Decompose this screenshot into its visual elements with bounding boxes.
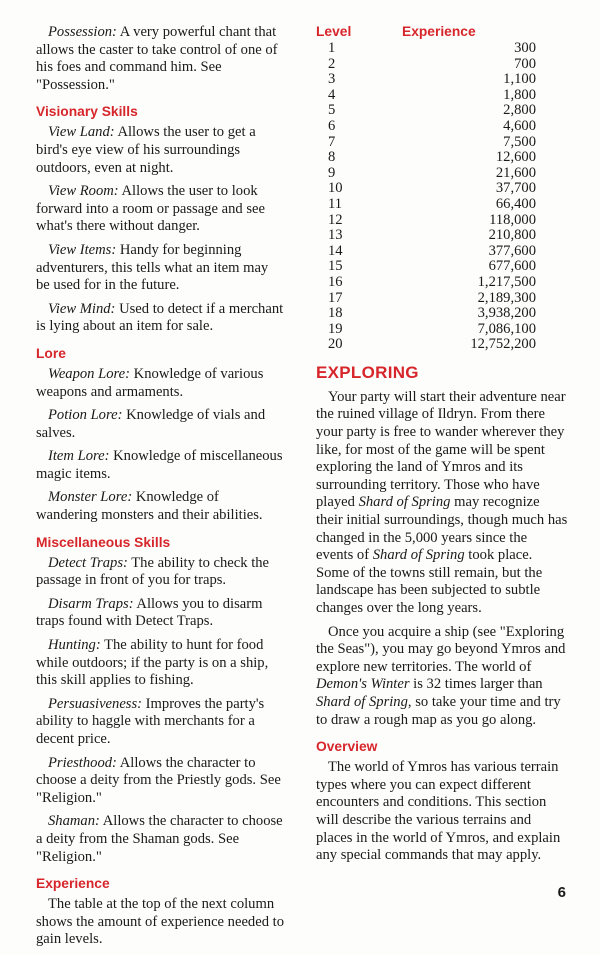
level-cell: 18 [328,305,343,322]
table-row [316,291,566,307]
misc-skills-heading: Miscellaneous Skills [36,534,171,550]
level-cell: 13 [328,227,343,244]
level-cell: 8 [328,149,336,166]
table-row [316,135,566,151]
experience-cell: 1,100 [503,71,536,88]
level-cell: 1 [328,40,336,56]
table-row [316,57,566,73]
page-number: 6 [557,884,566,901]
experience-cell: 118,000 [489,211,536,228]
level-cell: 19 [328,320,343,337]
table-row [316,322,566,338]
shaman-entry: Shaman: Allows the character to choose a deity from the Shaman gods. See "Religion." [36,813,283,865]
experience-cell: 21,600 [495,164,536,181]
table-row [316,181,566,197]
visionary-skills-heading: Visionary Skills [36,104,138,120]
right-column [316,24,568,871]
experience-cell: 37,700 [495,180,536,197]
exploring-paragraph-1: Your party will start their adventure near the ruined village of Ildryn. From there your party is free to wander wherever they like, for most of the game will be spent exploring the land of Ymros and its surrounding territory. Those who have played Shard of Spring may recognize their initial surroundings, though much has changed in the 5,000 years since the events of Shard of Spring took place. Some of the towns still remain, but the landscape has been subjected to subtle changes over the long years. [316,388,568,616]
experience-table-header [316,24,566,41]
experience-cell: 12,600 [495,149,536,166]
level-cell: 11 [328,195,343,212]
experience-text: The table at the top of the next column shows the amount of experience needed to gain levels. [36,896,285,948]
table-row [316,88,566,104]
view-land-entry: View Land: Allows the user to get a bird's eye view of his surroundings outdoors, even at night. [36,124,256,176]
level-cell: 3 [328,71,336,88]
overview-text: The world of Ymros has various terrain types where you can expect different encounters and conditions. This section will describe the various terrains and places in the world of Ymros, and explain any special commands that may apply. [316,759,561,864]
level-cell: 7 [328,133,336,150]
table-row [316,213,566,229]
experience-cell: 1,217,500 [477,273,536,290]
table-row [316,275,566,291]
detect-traps-entry: Detect Traps: The ability to check the passage in front of you for traps. [36,554,270,589]
experience-cell: 1,800 [503,86,536,103]
level-cell: 6 [328,117,336,134]
experience-cell: 66,400 [495,195,536,212]
exploring-heading: EXPLORING [316,362,419,382]
experience-cell: 300 [514,40,536,56]
monster-lore-entry: Monster Lore: Knowledge of wandering monsters and their abilities. [36,489,263,524]
table-row [316,244,566,260]
level-cell: 20 [328,336,343,353]
view-room-entry: View Room: Allows the user to look forward into a room or passage and see what's there without danger. [36,183,265,235]
item-lore-entry: Item Lore: Knowledge of miscellaneous magic items. [36,448,283,482]
level-cell: 9 [328,164,336,181]
level-cell: 10 [328,180,343,197]
table-row [316,197,566,213]
table-row [316,103,566,119]
experience-cell: 700 [514,55,536,72]
experience-cell: 7,086,100 [477,320,536,337]
table-row [316,228,566,244]
level-cell: 2 [328,55,336,72]
experience-cell: 7,500 [503,133,536,150]
experience-column-header: Experience [402,24,476,39]
disarm-traps-entry: Disarm Traps: Allows you to disarm traps found with Detect Traps. [36,595,263,630]
table-row [316,72,566,88]
table-row [316,41,566,57]
lore-heading: Lore [36,345,66,361]
level-column-header: Level [316,24,352,39]
experience-cell: 377,600 [488,242,536,259]
level-cell: 5 [328,102,336,119]
hunting-entry: Hunting: The ability to hunt for food while outdoors; if the party is on a ship, this skill applies to fishing. [36,637,269,689]
persuasiveness-entry: Persuasiveness: Improves the party's ability to haggle with merchants for a decent price. [36,695,265,747]
table-row [316,166,566,182]
experience-cell: 12,752,200 [470,336,536,353]
left-column [36,24,284,955]
priesthood-entry: Priesthood: Allows the character to choose a deity from the Priestly gods. See "Religion." [36,754,281,806]
view-mind-entry: View Mind: Used to detect if a merchant is lying about an item for sale. [36,300,284,335]
potion-lore-entry: Potion Lore: Knowledge of vials and salves. [36,407,266,441]
view-items-entry: View Items: Handy for beginning adventurers, this tells what an item may be used for in the future. [36,241,269,294]
level-cell: 15 [328,258,343,275]
experience-cell: 677,600 [488,258,536,275]
table-row [316,119,566,135]
table-row [316,337,566,353]
level-cell: 17 [328,289,343,306]
level-cell: 14 [328,242,343,259]
table-row [316,306,566,322]
experience-heading: Experience [36,876,110,892]
possession-entry: Possession: A very powerful chant that allows the caster to take control of one of his foes and command him. See "Possession." [36,24,278,93]
exploring-paragraph-2: Once you acquire a ship (see "Exploring the Seas"), you may go beyond Ymros and explore new territories. The world of Demon's Winter is 32 times larger than Shard of Spring, so take your time and try to draw a rough map as you go along. [316,623,566,728]
experience-cell: 210,800 [488,227,536,244]
weapon-lore-entry: Weapon Lore: Knowledge of various weapons and armaments. [36,365,264,400]
table-row [316,259,566,275]
table-row [316,150,566,166]
overview-heading: Overview [316,739,378,755]
experience-cell: 4,600 [503,117,536,134]
level-cell: 4 [328,86,336,103]
experience-cell: 3,938,200 [477,305,536,322]
experience-table [316,24,566,353]
experience-cell: 2,800 [503,102,536,119]
experience-cell: 2,189,300 [477,289,536,306]
level-cell: 16 [328,273,343,290]
level-cell: 12 [328,211,343,228]
